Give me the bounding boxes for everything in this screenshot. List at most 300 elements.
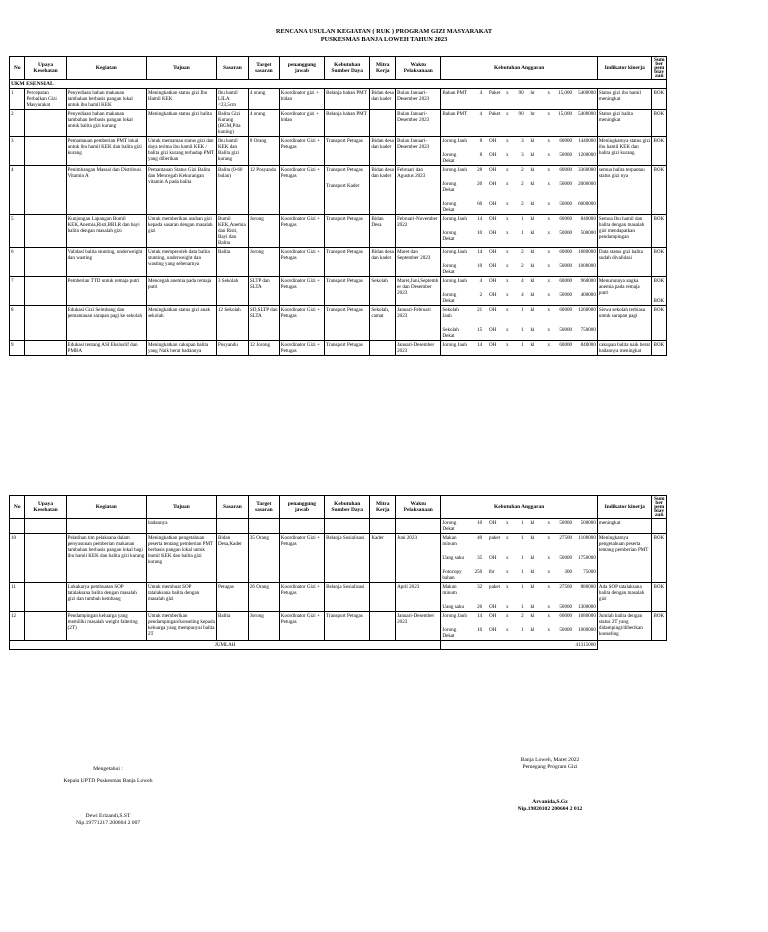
- budget-qty: 2: [521, 181, 524, 187]
- header-no: No: [10, 496, 25, 519]
- budget-total: 1440000: [578, 138, 596, 144]
- row-sumber: Transport Petugas: [325, 612, 370, 641]
- row-indikator: Ada SOP tatalaksana balita dengan masalah gizi: [597, 583, 652, 612]
- table-row: [10, 341, 667, 356]
- row-upaya: [25, 166, 66, 215]
- budget-volume: 8: [479, 138, 483, 144]
- budget-line: Sekolah Jauh 21 OH x 1 kl x 60000 1260000: [442, 307, 596, 319]
- budget-line: Uang saku 26 OH x 1 kl x 50000 1300000: [442, 604, 596, 610]
- row-dana-extra: BOK: [653, 298, 665, 304]
- budget-qty: 2: [521, 249, 524, 255]
- row-waktu: Maret dan September 2023: [396, 248, 441, 277]
- row-anggaran: [441, 277, 598, 306]
- row-upaya: [25, 215, 66, 248]
- budget-price: 27500: [559, 535, 573, 541]
- budget-line: Jorong Jauh 14 OH x 1 kl x 60000 840000: [442, 216, 596, 222]
- budget-total: 1680000: [578, 613, 596, 619]
- budget-unit: OH: [489, 181, 497, 187]
- row-tujuan: Pemantauan Status Gizi Balita dan Mencegah Kekurangan vitamin A pada balita: [146, 166, 216, 215]
- row-sumber: Transport Petugas: [325, 248, 370, 277]
- row-waktu: Januari-Desember 2023: [396, 341, 441, 356]
- row-dana: BOK: [652, 306, 667, 341]
- budget-qty-unit: kl: [530, 535, 535, 541]
- table-row: [10, 215, 667, 248]
- sig-left-nip: Nip.19771217 200604 2 007: [75, 820, 141, 826]
- budget-line: Jorong Jauh 14 OH x 2 kl x 60000 1680000: [442, 613, 596, 619]
- budget-qty: 1: [521, 327, 524, 333]
- budget-unit: OH: [489, 216, 497, 222]
- row-sasaran: 12 Sekolah: [216, 306, 248, 341]
- budget-price: 50000: [559, 181, 573, 187]
- row-sasaran: Balita: [216, 612, 248, 641]
- budget-volume: 40: [477, 535, 483, 541]
- budget-total: 840000: [580, 342, 596, 348]
- carry-over-row: [10, 519, 667, 534]
- row-anggaran: [441, 534, 598, 583]
- budget-unit: OH: [489, 327, 497, 333]
- budget-total: 1680000: [578, 249, 596, 255]
- row-kegiatan: Penyediaan bahan makanan tambahan berbasis pangan lokal untuk balita gizi kurang: [66, 110, 146, 137]
- budget-line: Makan minum 40 paket x 1 kl x 27500 1100000: [442, 535, 596, 547]
- budget-volume: 10: [477, 263, 483, 269]
- row-waktu: Bulan Januari-Desember 2023: [396, 89, 441, 110]
- budget-qty-unit: kl: [530, 167, 535, 173]
- header-sumber: Kebutuhan Sumber Daya: [325, 496, 370, 519]
- row-target: Jorong: [248, 248, 279, 277]
- budget-qty-unit: kl: [530, 152, 535, 158]
- budget-price: 15,000: [558, 111, 573, 117]
- budget-total: 1260000: [578, 307, 596, 313]
- row-waktu: Januari-Februari 2023: [396, 306, 441, 341]
- budget-unit: OH: [489, 520, 497, 526]
- table-row: [10, 534, 667, 583]
- budget-line: Jorong Dekat 10 OH x 1 kl x 50000 1000000: [442, 627, 596, 639]
- row-indikator: Menurunnya angka anemia pada remaja putri: [597, 277, 652, 306]
- row-anggaran: [441, 89, 598, 110]
- budget-unit: OH: [489, 263, 497, 269]
- row-pj: Koordinator Gizi + Petugas: [279, 306, 324, 341]
- row-dana: BOK BOK: [652, 277, 667, 306]
- budget-volume: 14: [477, 216, 483, 222]
- budget-price: 60000: [559, 167, 573, 173]
- row-kegiatan: Pemantauan pemberian PMT lokal untuk ibu hamil KEK dan balita gizi kurang: [66, 137, 146, 166]
- budget-label: Jorong Dekat: [442, 181, 457, 193]
- row-tujuan: Meningkatkan cakupan balita yang Naik berat badannya: [146, 341, 216, 356]
- header-mitra: Mitra Kerja: [370, 57, 396, 80]
- row-upaya: [25, 583, 66, 612]
- budget-price: 50000: [559, 327, 573, 333]
- header-kegiatan: Kegiatan: [66, 496, 146, 519]
- budget-total: 6000000: [578, 201, 596, 207]
- row-upaya: [25, 306, 66, 341]
- budget-volume: 32: [477, 584, 483, 590]
- sig-right-line1: Banja Loweh, Maret 2022: [520, 757, 580, 763]
- budget-unit: OH: [489, 278, 497, 284]
- document-title: [0, 28, 768, 44]
- budget-price: 50000: [559, 263, 573, 269]
- row-sumber: Transport Petugas: [325, 215, 370, 248]
- row-anggaran: [441, 341, 598, 356]
- budget-qty: 2: [521, 201, 524, 207]
- table-row: [10, 277, 667, 306]
- row-target: Jorong: [248, 612, 279, 641]
- budget-label: Bahan PMT: [442, 90, 468, 96]
- row-dana: BOK: [652, 248, 667, 277]
- row-tujuan: Untuk membuat SOP tatalaksana balita dengan masalah gizi: [146, 583, 216, 612]
- row-sumber: Transport Petugas: [325, 277, 370, 306]
- budget-line: Jorong Dekat 8 OH x 3 kl x 50000 1200000: [442, 152, 596, 164]
- budget-volume: 35: [477, 555, 483, 561]
- row-upaya: [25, 137, 66, 166]
- row-tujuan: Untuk memberikan pendampingan/konseling kepada keluarga yang mempunyai balita 2T: [146, 612, 216, 641]
- budget-line: Jorong Dekat 20 OH x 2 kl x 50000 2000000: [442, 181, 596, 193]
- row-waktu: Bulan Januari-Desember 2023: [396, 110, 441, 137]
- budget-qty: 90: [518, 90, 524, 96]
- row-waktu: Bulan Januari-Desember 2023: [396, 137, 441, 166]
- budget-qty: 90: [518, 111, 524, 117]
- table-row: [10, 583, 667, 612]
- table-row: [10, 306, 667, 341]
- sig-right-line2: Pemegang Program Gizi: [522, 764, 578, 770]
- total-row: [10, 641, 667, 650]
- budget-volume: 10: [477, 627, 483, 633]
- row-target: 8 Orang: [248, 137, 279, 166]
- budget-qty-unit: hr: [530, 90, 535, 96]
- budget-qty-unit: kl: [530, 249, 535, 255]
- row-sasaran: Bidan Desa,Kader: [216, 534, 248, 583]
- budget-qty: 1: [521, 216, 524, 222]
- budget-unit: OH: [489, 230, 497, 236]
- row-anggaran: [441, 215, 598, 248]
- budget-price: 60000: [559, 138, 573, 144]
- row-no: 9: [10, 341, 25, 356]
- row-mitra: Sekolah, camat: [370, 306, 396, 341]
- row-indikator: Data status gizi balita sudah divalidasi: [597, 248, 652, 277]
- row-indikator: cakupan balita naik berat badannya meningkat: [597, 341, 652, 356]
- row-sumber: Belanja bahan PMT: [325, 110, 370, 137]
- budget-unit: OH: [489, 604, 497, 610]
- budget-unit: lbr: [489, 569, 495, 575]
- budget-unit: OH: [489, 342, 497, 348]
- row-target: 35 Orang: [248, 534, 279, 583]
- budget-line: Fotocopy bahan 250 lbr x 1 kl x 300 75000: [442, 569, 596, 581]
- budget-total: 960000: [580, 278, 596, 284]
- budget-unit: Paket: [489, 111, 501, 117]
- budget-label: Bahan PMT: [442, 111, 468, 117]
- budget-line: Jorong Jauh 14 OH x 2 kl x 60000 1680000: [442, 249, 596, 255]
- budget-total: 1200000: [578, 152, 596, 158]
- budget-label: Jorong Jauh: [442, 138, 467, 144]
- row-sasaran: Balita: [216, 248, 248, 277]
- header-dana: Sumber pembiayaan: [652, 57, 667, 80]
- row-sasaran: Balita Gizi Kurang (BGM,Pita kuning): [216, 110, 248, 137]
- budget-price: 60000: [559, 278, 573, 284]
- table-row: [10, 110, 667, 137]
- budget-qty: 4: [521, 278, 524, 284]
- row-indikator: Meningkatnya pengetahuan peserta tentang pemberian PMT: [597, 534, 652, 583]
- header-tujuan: Tujuan: [146, 57, 216, 80]
- budget-price: 60000: [559, 613, 573, 619]
- row-dana: BOK: [652, 215, 667, 248]
- budget-total: 750000: [580, 327, 596, 333]
- row-dana: BOK: [652, 166, 667, 215]
- row-mitra: Bidan desa dan kader: [370, 248, 396, 277]
- budget-qty: 1: [521, 569, 524, 575]
- row-upaya: [25, 341, 66, 356]
- budget-line: Jorong Jauh 4 OH x 4 kl x 60000 960000: [442, 278, 596, 284]
- budget-volume: 14: [477, 249, 483, 255]
- budget-label: Jorong Dekat: [442, 152, 457, 164]
- budget-price: 50000: [559, 152, 573, 158]
- budget-line: Jorong Dekat 10 OH x 1 kl x 50000 500000: [442, 230, 596, 242]
- row-sumber: Transport Petugas: [325, 306, 370, 341]
- budget-price: 60000: [559, 249, 573, 255]
- row-pj: Koordinator Gizi + Petugas: [279, 612, 324, 641]
- budget-qty: 1: [521, 342, 524, 348]
- row-indikator: Status gizi balita meningkat: [597, 110, 652, 137]
- budget-qty-unit: hr: [530, 111, 535, 117]
- row-waktu: Februari-November 2022: [396, 215, 441, 248]
- row-no: 10: [10, 534, 25, 583]
- row-pj: Koordinator Gizi + Petugas: [279, 341, 324, 356]
- row-anggaran: [441, 612, 598, 641]
- budget-volume: 26: [477, 604, 483, 610]
- budget-price: 50000: [559, 604, 573, 610]
- budget-qty-unit: kl: [530, 604, 535, 610]
- row-tujuan: Untuk memperoleh data balita stunting, underweight dan wasting yang sebenarnya: [146, 248, 216, 277]
- budget-volume: 2: [479, 292, 483, 298]
- header-sumber: Kebutuhan Sumber Daya: [325, 57, 370, 80]
- budget-qty: 3: [521, 152, 524, 158]
- budget-unit: paket: [489, 584, 501, 590]
- budget-qty-unit: kl: [530, 278, 535, 284]
- budget-price: 50000: [559, 230, 573, 236]
- budget-total: 880000: [580, 584, 596, 590]
- row-sumber: Belanja Sosialisasi: [325, 534, 370, 583]
- budget-qty-unit: kl: [530, 627, 535, 633]
- row-mitra: [370, 583, 396, 612]
- row-no: 11: [10, 583, 25, 612]
- budget-qty: 1: [521, 307, 524, 313]
- budget-volume: 10: [477, 230, 483, 236]
- row-sasaran: Balita (0-60 bulan): [216, 166, 248, 215]
- budget-label: Jorong Dekat: [442, 230, 457, 242]
- row-dana: BOK: [652, 110, 667, 137]
- row-sasaran: Ibu hamil LILA <23,5cm: [216, 89, 248, 110]
- header-upaya: Upaya Kesehatan: [25, 57, 66, 80]
- header-dana: Sumber pembiayaan: [652, 496, 667, 519]
- budget-volume: 14: [477, 613, 483, 619]
- budget-total: 1000000: [578, 627, 596, 633]
- budget-unit: OH: [489, 627, 497, 633]
- row-pj: Koordinator Gizi + Petugas: [279, 166, 324, 215]
- carry-budget: [441, 519, 598, 534]
- row-waktu: Januari-Desember 2023: [396, 612, 441, 641]
- header-pj: penanggung jawab: [279, 57, 324, 80]
- table-row: [10, 248, 667, 277]
- budget-qty: 2: [521, 613, 524, 619]
- row-pj: Koordinator Gizi + Petugas: [279, 534, 324, 583]
- budget-total: 500000: [580, 230, 596, 236]
- row-target: 12 Posyandu: [248, 166, 279, 215]
- row-pj: Koordinator Gizi + Petugas: [279, 277, 324, 306]
- budget-volume: 10: [477, 520, 483, 526]
- budget-qty-unit: kl: [530, 292, 535, 298]
- carry-indikator: meningkat: [597, 519, 652, 534]
- budget-qty-unit: kl: [530, 569, 535, 575]
- budget-volume: 28: [477, 167, 483, 173]
- row-no: 2: [10, 110, 25, 137]
- budget-total: 1750000: [578, 555, 596, 561]
- budget-price: 50000: [559, 520, 573, 526]
- budget-label: Jorong Jauh: [442, 167, 467, 173]
- header-target: Target sasaran: [248, 496, 279, 519]
- budget-line: Jorong Dekat 10 OH x 2 kl x 50000 1000000: [442, 263, 596, 275]
- budget-qty: 3: [521, 138, 524, 144]
- row-tujuan: Meningkatkan pengetahuan peserta tentang pemberian PMT berbasis pangan lokal untuk bumil KEK dan balita gizi kurang: [146, 534, 216, 583]
- row-sasaran: Petugas: [216, 583, 248, 612]
- budget-qty-unit: kl: [530, 230, 535, 236]
- budget-total: 1100000: [578, 535, 596, 541]
- ruk-table-page-1: [9, 56, 667, 356]
- budget-volume: 21: [477, 307, 483, 313]
- row-dana: BOK: [652, 341, 667, 356]
- row-waktu: April 2023: [396, 583, 441, 612]
- budget-total: 2000000: [578, 181, 596, 187]
- row-no: 6: [10, 248, 25, 277]
- row-sumber: Belanja Sosialisasi: [325, 583, 370, 612]
- header-target: Target sasaran: [248, 57, 279, 80]
- budget-label: Jorong Jauh: [442, 249, 467, 255]
- budget-qty-unit: kl: [530, 216, 535, 222]
- budget-total: 840000: [580, 216, 596, 222]
- budget-line: Jorong Dekat 10 OH x 1 kl x 50000 500000: [442, 520, 596, 532]
- title-line-2: PUSKESMAS BANJA LOWEH TAHUN 2023: [320, 36, 448, 43]
- budget-volume: 4: [479, 111, 483, 117]
- budget-unit: paket: [489, 535, 501, 541]
- row-indikator: Status gizi ibu hamil meningkat: [597, 89, 652, 110]
- budget-line: Bahan PMT 4 Paket x 90 hr x 15,000 5400000: [442, 111, 596, 117]
- row-upaya: Percepatan Perbaikan Gizi Masyarakat: [25, 89, 66, 110]
- table-row: [10, 166, 667, 215]
- budget-label: Jorong Jauh: [442, 342, 467, 348]
- header-mitra: Mitra Kerja: [370, 496, 396, 519]
- budget-label: Jorong Dekat: [442, 627, 457, 639]
- row-waktu: Februari dan Agustus 2023: [396, 166, 441, 215]
- budget-label: Makan minum: [442, 584, 457, 596]
- budget-price: 50000: [559, 555, 573, 561]
- budget-line: Bahan PMT 4 Paket x 90 hr x 15,000 5400000: [442, 90, 596, 96]
- row-no: 5: [10, 215, 25, 248]
- row-sasaran: Bumil KEK,Anemia dan Risti, Bayi dan Balita: [216, 215, 248, 248]
- budget-price: 300: [564, 569, 573, 575]
- budget-label: Uang saku: [442, 555, 465, 561]
- budget-qty: 1: [521, 230, 524, 236]
- row-kegiatan: Pendampingan keluarga yang memiliki masalah weight faltering (2T): [66, 612, 146, 641]
- row-mitra: Kader: [370, 534, 396, 583]
- sig-right-nip: Nip.19820102 200604 2 012: [517, 806, 583, 812]
- budget-volume: 20: [477, 181, 483, 187]
- header-waktu: Waktu Pelaksanaan: [396, 496, 441, 519]
- row-sumber: Transport Petugas: [325, 137, 370, 166]
- budget-volume: 15: [477, 327, 483, 333]
- budget-line: Jorong Jauh 14 OH x 1 kl x 60000 840000: [442, 342, 596, 348]
- row-kegiatan: Edukasi Gizi Seimbang dan pemantauan sarapan pagi ke sekolah: [66, 306, 146, 341]
- budget-qty-unit: kl: [530, 520, 535, 526]
- row-sumber: Transport Petugas: [325, 341, 370, 356]
- budget-line: Jorong Jauh 8 OH x 3 kl x 60000 1440000: [442, 138, 596, 144]
- row-target: SLTP dan SLTA: [248, 277, 279, 306]
- budget-price: 27500: [559, 584, 573, 590]
- budget-qty-unit: kl: [530, 181, 535, 187]
- budget-label: Jorong Jauh: [442, 613, 467, 619]
- budget-label: Sekolah Dekat: [442, 327, 459, 339]
- budget-unit: OH: [489, 307, 497, 313]
- carry-tujuan: badannya: [146, 519, 216, 534]
- row-indikator: Semua Ibu hamil dan balita dengan masalah gizi mendapatkan pendampingan: [597, 215, 652, 248]
- budget-qty: 4: [521, 292, 524, 298]
- header-upaya: Upaya Kesehatan: [25, 496, 66, 519]
- budget-qty: 2: [521, 167, 524, 173]
- row-sumber: Belanja bahan PMT: [325, 89, 370, 110]
- row-mitra: Bidan desa dan kader: [370, 166, 396, 215]
- signature-left: [28, 766, 188, 827]
- row-pj: Koordinator Gizi + Petugas: [279, 248, 324, 277]
- budget-volume: 4: [479, 278, 483, 284]
- budget-label: Uang saku: [442, 604, 465, 610]
- sig-left-line2: Kepala UPTD Puskesmas Banja Loweh: [63, 778, 153, 784]
- budget-unit: OH: [489, 152, 497, 158]
- budget-label: Jorong Dekat: [442, 263, 457, 275]
- row-sasaran: Posyandu: [216, 341, 248, 356]
- title-line-1: RENCANA USULAN KEGIATAN ( RUK ) PROGRAM GIZI MASYARAKAT: [275, 28, 493, 35]
- budget-total: 500000: [580, 520, 596, 526]
- budget-line: Jorong Dekat 2 OH x 4 kl x 50000 400000: [442, 292, 596, 304]
- budget-unit: OH: [489, 613, 497, 619]
- budget-label: Jorong Dekat: [442, 520, 457, 532]
- budget-price: 60000: [559, 342, 573, 348]
- budget-qty: 1: [521, 520, 524, 526]
- budget-volume: 60: [477, 201, 483, 207]
- budget-qty-unit: kl: [530, 327, 535, 333]
- budget-line: Jorong Jauh 28 OH x 2 kl x 60000 3360000: [442, 167, 596, 173]
- row-mitra: Bidan desa dan kader: [370, 89, 396, 110]
- budget-line: Uang saku 35 OH x 1 kl x 50000 1750000: [442, 555, 596, 561]
- signature-right: [470, 757, 630, 813]
- header-no: No: [10, 57, 25, 80]
- row-tujuan: Meningkatkan status gizi balita: [146, 110, 216, 137]
- budget-total: 1000000: [578, 263, 596, 269]
- row-pj: Koordinator Gizi + Petugas: [279, 583, 324, 612]
- header-tujuan: Tujuan: [146, 496, 216, 519]
- budget-unit: OH: [489, 167, 497, 173]
- row-dana: BOK: [652, 137, 667, 166]
- row-tujuan: Untuk memantau status gizi dan daya terima ibu hamil KEK / balita gizi kurang terhadap PMT yang diberikan: [146, 137, 216, 166]
- row-indikator: semua balita terpantau status gizi nya: [597, 166, 652, 215]
- table-row: [10, 89, 667, 110]
- budget-qty-unit: kl: [530, 307, 535, 313]
- row-no: 3: [10, 137, 25, 166]
- row-pj: Koordinator Gizi + Petugas: [279, 137, 324, 166]
- row-dana: BOK: [652, 612, 667, 641]
- budget-price: 50000: [559, 292, 573, 298]
- row-target: 26 Orang: [248, 583, 279, 612]
- budget-qty: 1: [521, 555, 524, 561]
- row-waktu: Juni 2023: [396, 534, 441, 583]
- sig-right-name: Arvanida,S.Gz: [532, 799, 568, 805]
- budget-price: 60000: [559, 216, 573, 222]
- row-tujuan: Meningkatkan status gizi Ibu Hamil KEK: [146, 89, 216, 110]
